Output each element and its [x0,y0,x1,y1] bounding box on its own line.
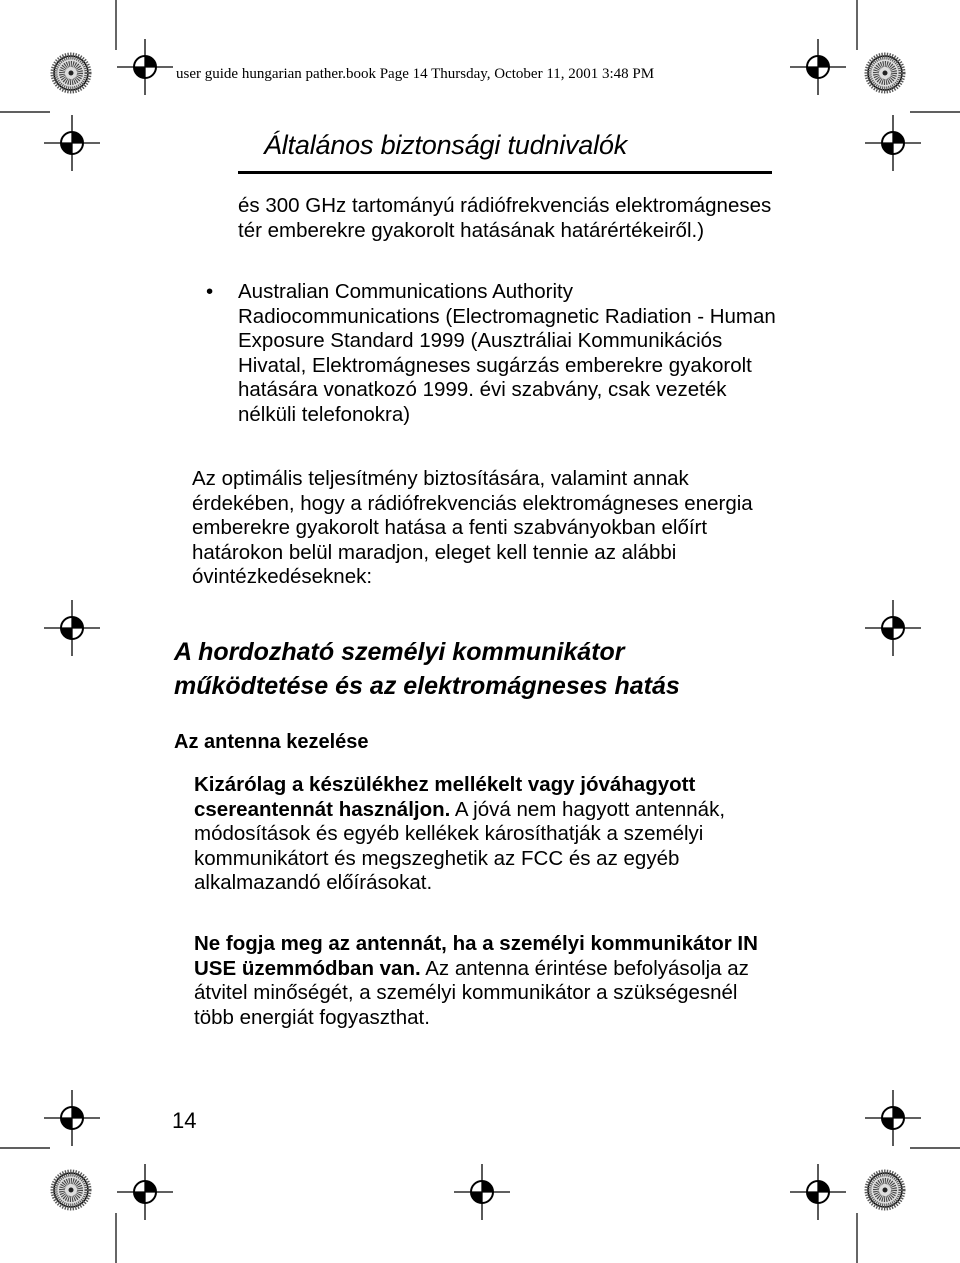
star-target-mark [868,1173,902,1207]
page-number: 14 [172,1108,197,1133]
star-target-mark [54,1173,88,1207]
antenna-paragraph-2 [194,932,774,1030]
star-target-mark [54,56,88,90]
antenna-paragraph-1-bold: Kizárólag a készülékhez mellékelt vagy jóváhagyott csereantennát használjon. [194,773,696,821]
star-target-mark [868,56,902,90]
antenna-paragraph-2-bold: Ne fogja meg az antennát, ha a személyi kommunikátor IN USE üzemmódban van. [194,932,758,980]
registration-mark [117,1164,173,1220]
page-header-title: Általános biztonsági tudnivalók [264,130,628,160]
registration-mark [454,1164,510,1220]
continuation-paragraph: és 300 GHz tartományú rádiófrekvenciás elektromágneses tér emberekre gyakorolt hatásának határértékeiről.) [238,194,772,242]
registration-mark [790,1164,846,1220]
registration-mark [117,39,173,95]
registration-mark [44,600,100,656]
bullet-icon: • [206,280,214,303]
section-heading-line-2: működtetése és az elektromágneses hatás [174,672,680,700]
header-rule [238,171,772,174]
antenna-paragraph-1 [194,773,774,896]
antenna-paragraph-2-text: Az antenna érintése befolyásolja az átvitel minőségét, a személyi kommunikátor a szükségesnél több energiát fogyaszthat. [194,956,749,1029]
subheading-antenna: Az antenna kezelése [174,731,369,753]
registration-mark [865,600,921,656]
registration-mark [44,115,100,171]
registration-mark [865,115,921,171]
registration-mark [790,39,846,95]
antenna-paragraph-1-text: A jóvá nem hagyott antennák, módosítások és egyéb kellékek károsíthatják a személyi kommunikátort és megszeghetik az FCC és az egyéb alkalmazandó előírásokat. [194,797,726,894]
registration-mark [44,1090,100,1146]
bullet-item-acma: Australian Communications Authority Radiocommunications (Electromagnetic Radiation - Human Exposure Standard 1999 (Ausztráliai Kommunikációs Hivatal, Elektromágneses sugárzás emberekre gyakorolt hatására vonatkozó 1999. évi szabvány, csak vezeték nélküli telefonokra) [238,280,776,426]
registration-mark [865,1090,921,1146]
slug-line: user guide hungarian pather.book Page 14 Thursday, October 11, 2001 3:48 PM [176,66,655,82]
section-heading-line-1: A hordozható személyi kommunikátor [174,638,625,666]
intro-paragraph: Az optimális teljesítmény biztosítására, valamint annak érdekében, hogy a rádiófrekvenciás elektromágneses energia emberekre gyakorolt hatása a fenti szabványokban előírt határokon belül maradjon, eleget kell tennie az alábbi óvintézkedéseknek: [192,467,753,588]
